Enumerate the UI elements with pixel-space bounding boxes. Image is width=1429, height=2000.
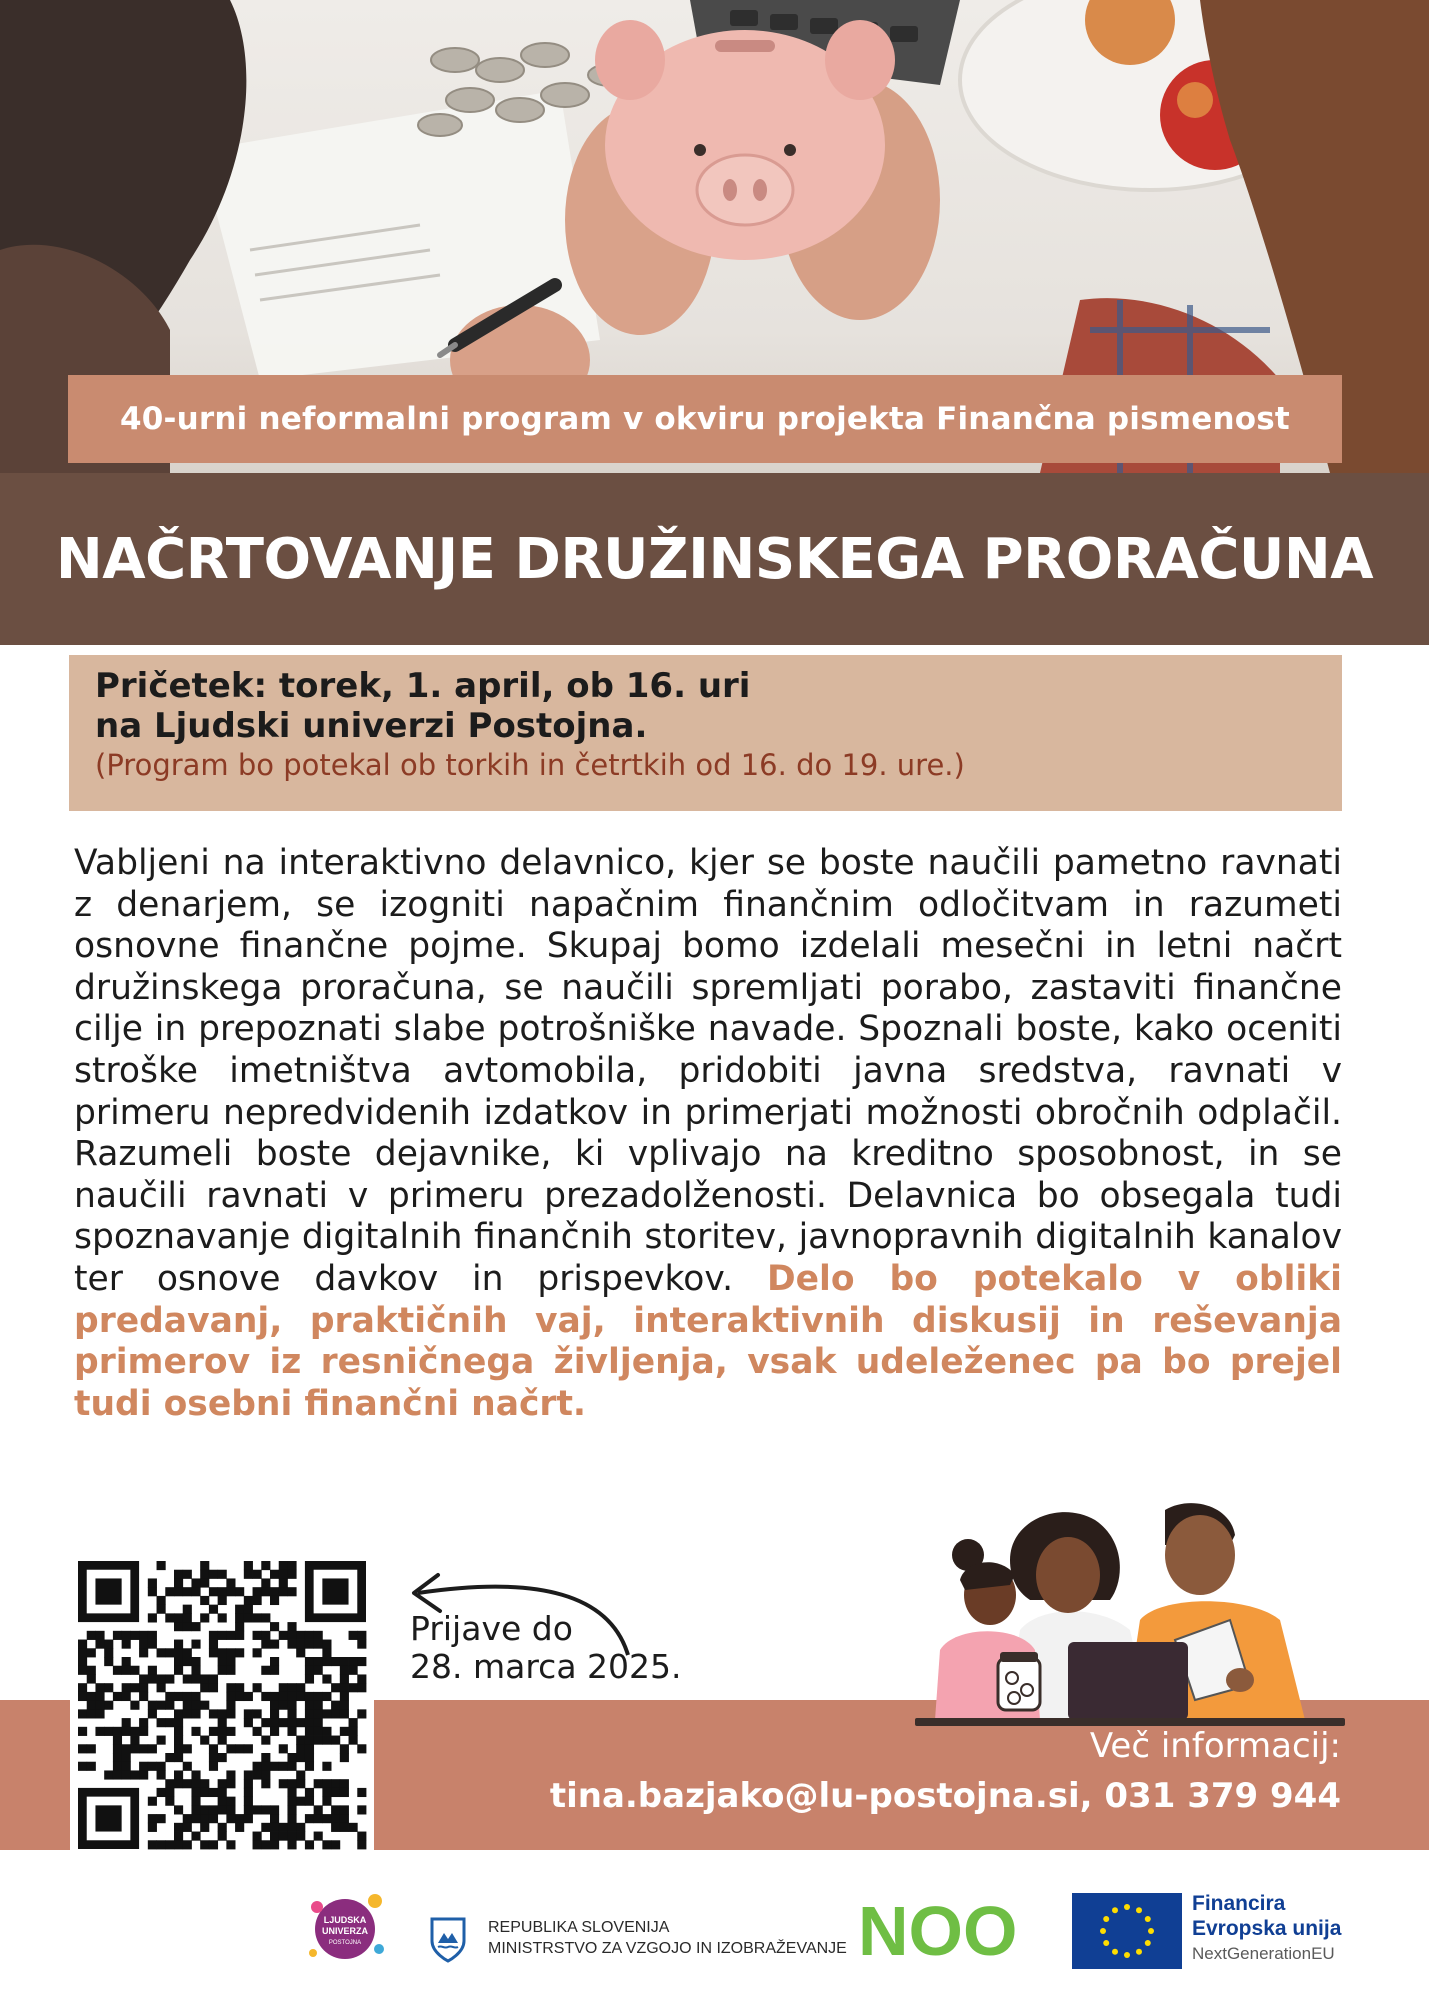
registration-deadline bbox=[410, 1610, 682, 1686]
ministry-line2: MINISTRSTVO ZA VZGOJO IN IZOBRAŽEVANJE bbox=[488, 1940, 847, 1957]
page-title: NAČRTOVANJE DRUŽINSKEGA PRORAČUNA bbox=[55, 526, 1374, 592]
eu-line1: Financira bbox=[1192, 1892, 1286, 1915]
ministry-line1: REPUBLIKA SLOVENIJA bbox=[488, 1919, 670, 1936]
eu-funding-text bbox=[1192, 1891, 1341, 1966]
program-subtitle: 40-urni neformalni program v okviru projekta Finančna pismenost bbox=[120, 401, 1290, 437]
eu-flag-icon bbox=[1072, 1893, 1182, 1969]
noo-logo bbox=[858, 1893, 1038, 1969]
ministry-logo-text bbox=[488, 1917, 847, 1959]
eu-line2: Evropska unija bbox=[1192, 1917, 1342, 1940]
more-info-label: Več informacij: bbox=[1089, 1726, 1341, 1766]
lu-logo-line1: LJUDSKA bbox=[323, 1915, 367, 1925]
deadline-date: 28. marca 2025. bbox=[410, 1647, 682, 1686]
lu-logo-line3: POSTOJNA bbox=[328, 1940, 362, 1946]
description-text: Vabljeni na interaktivno delavnico, kjer se boste naučili pametno ravnati z denarjem, se izogniti napačnim finančnim odločitvam in razumeti osnovne finančne pojme. Skupaj bomo izdelali mesečni in letni načrt družinskega proračuna, se naučili spremljati porabo, zastaviti finančne cilje in prepoznati slabe potrošniške navade. Spoznali boste, kako oceniti stroške imetništva avtomobila, pridobiti javna sredstva, ravnati v primeru nepredvidenih izdatkov in primerjati možnosti obročnih odplačil. Razumeli boste dejavnike, ki vplivajo na kreditno sposobnost, in se naučili ravnati v primeru prezadolženosti. Delavnica bo obsegala tudi spoznavanje digitalnih finančnih storitev, javnopravnih digitalnih kanalov ter osnove davkov in prispevkov. bbox=[74, 843, 1342, 1299]
program-subtitle-band bbox=[68, 375, 1342, 463]
start-date: Pričetek: torek, 1. april, ob 16. uri bbox=[95, 666, 751, 706]
contact-details[interactable]: tina.bazjako@lu-postojna.si, 031 379 944 bbox=[549, 1776, 1341, 1816]
schedule-note: (Program bo potekal ob torkih in četrtkih od 16. do 19. ure.) bbox=[95, 748, 965, 782]
family-illustration bbox=[910, 1500, 1350, 1730]
registration-qr-code[interactable] bbox=[70, 1553, 374, 1857]
ljudska-univerza-logo bbox=[305, 1887, 385, 1967]
lu-logo-line2: UNIVERZA bbox=[321, 1926, 369, 1936]
start-info-box bbox=[69, 655, 1342, 811]
noo-logo-text: NOO bbox=[858, 1893, 1018, 1969]
sponsor-logos bbox=[0, 1865, 1429, 2000]
description-highlight: Delo bo potekalo v obliki predavanj, praktičnih vaj, interaktivnih diskusij in reševanja primerov iz resničnega življenja, vsak udeleženec pa bo prejel tudi osebni finančni načrt. bbox=[74, 1258, 1342, 1424]
slovenia-coat-of-arms-icon bbox=[428, 1915, 468, 1963]
qr-code-image bbox=[70, 1553, 374, 1857]
title-band bbox=[0, 473, 1429, 645]
deadline-label: Prijave do bbox=[410, 1609, 573, 1648]
description-paragraph bbox=[74, 843, 1342, 1425]
hero-photo bbox=[0, 0, 1429, 473]
eu-line3: NextGenerationEU bbox=[1192, 1944, 1335, 1963]
start-location: na Ljudski univerzi Postojna. bbox=[95, 706, 648, 746]
